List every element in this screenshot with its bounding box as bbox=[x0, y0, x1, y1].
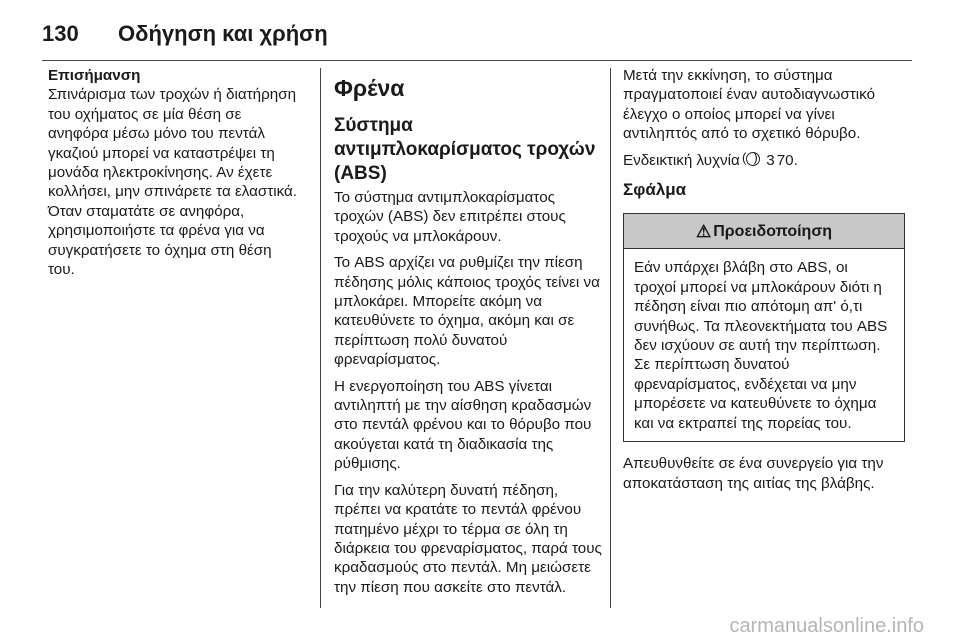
warning-box bbox=[623, 213, 905, 442]
section-title-brakes: Φρένα bbox=[334, 75, 405, 101]
column-left bbox=[48, 66, 298, 286]
chapter-title: Οδήγηση και χρήση bbox=[118, 21, 328, 46]
abs-paragraph: Η ενεργοποίηση του ABS γίνεται αντιληπτή με την αίσθηση κραδασμών στο πεντάλ φρένου και το θόρυβο που ακούγεται κατά τη διαδικασία της ρύθμισης. bbox=[334, 377, 592, 473]
abs-paragraph: Για την καλύτερη δυνατή πέδηση, πρέπει να κρατάτε το πεντάλ φρένου πατημένο μέχρι το τέρμα σε όλη τη διάρκεια του φρεναρίσματος, παρά τους κραδασμούς στο πεντάλ. Μη μειώσετε την πίεση που ασκείτε στο πεντάλ. bbox=[334, 481, 602, 596]
indicator-reference bbox=[623, 151, 905, 170]
note-text: Σπινάρισμα των τροχών ή διατήρηση του οχήματος σε μία θέση σε ανηφόρα μέσω μόνο του πεντάλ γκαζιού μπορεί να καταστρέψει τη μονάδα ηλεκτροκίνησης. Αν έχετε κολλήσει, μην σπινάρετε τα ελαστικά. Όταν σταματάτε σε ανηφόρα, χρησιμοποιήστε τα φρένα για να συγκρατήσετε το όχημα στη θέση του. bbox=[48, 86, 298, 279]
fault-heading: Σφάλμα bbox=[623, 180, 687, 200]
workshop-advice: Απευθυνθείτε σε ένα συνεργείο για την αποκατάσταση της αιτίας της βλάβης. bbox=[623, 455, 884, 492]
warning-header bbox=[624, 214, 904, 249]
abs-paragraph: Το ABS αρχίζει να ρυθμίζει την πίεση πέδησης μόλις κάποιος τροχός τείνει να μπλοκάρει. Μπορείτε ακόμη να κατευθύνετε το όχημα, ακόμη και σε περίπτωση πολύ δυνατού φρεναρίσματος. bbox=[334, 254, 600, 369]
warning-triangle-icon: ⚠ bbox=[695, 221, 712, 241]
page-number: 130 bbox=[42, 21, 79, 46]
abs-paragraph: Το σύστημα αντιμπλοκαρίσματος τροχών (ABS) δεν επιτρέπει στους τροχούς να μπλοκάρουν. bbox=[334, 189, 566, 245]
self-test-text: Μετά την εκκίνηση, το σύστημα πραγματοποιεί έναν αυτοδιαγνωστικό έλεγχο ο οποίος μπορεί να γίνει αντιληπτός από το σχετικό θόρυβο. bbox=[623, 67, 876, 143]
section-subtitle-abs: Σύστημα αντιμπλοκαρίσματος τροχών (ABS) bbox=[334, 115, 596, 184]
column-middle bbox=[334, 66, 602, 604]
reference-page: 70. bbox=[776, 151, 798, 169]
page-header bbox=[42, 14, 328, 54]
column-right bbox=[623, 66, 905, 500]
column-divider-left bbox=[320, 68, 321, 608]
indicator-label: Ενδεικτική λυχνία bbox=[623, 151, 740, 169]
watermark: carmanualsonline.info bbox=[729, 615, 924, 637]
page-reference-icon: 3 bbox=[766, 151, 775, 169]
note-title: Επισήμανση bbox=[48, 67, 141, 84]
warning-title: Προειδοποίηση bbox=[713, 222, 833, 240]
column-divider-right bbox=[610, 68, 611, 608]
abs-indicator-icon bbox=[746, 152, 760, 166]
header-divider bbox=[42, 60, 912, 61]
warning-text: Εάν υπάρχει βλάβη στο ABS, οι τροχοί μπορεί να μπλοκάρουν διότι η πέδηση είναι πιο απότομη απ' ό,τι συνήθως. Τα πλεονεκτήματα του ABS δεν ισχύουν σε αυτή την περίπτωση. Σε περίπτωση δυνατού φρεναρίσματος, ενδέχεται να μην μπορέσετε να κατευθύνετε το όχημα και να εκτραπεί της πορείας του. bbox=[634, 259, 888, 432]
